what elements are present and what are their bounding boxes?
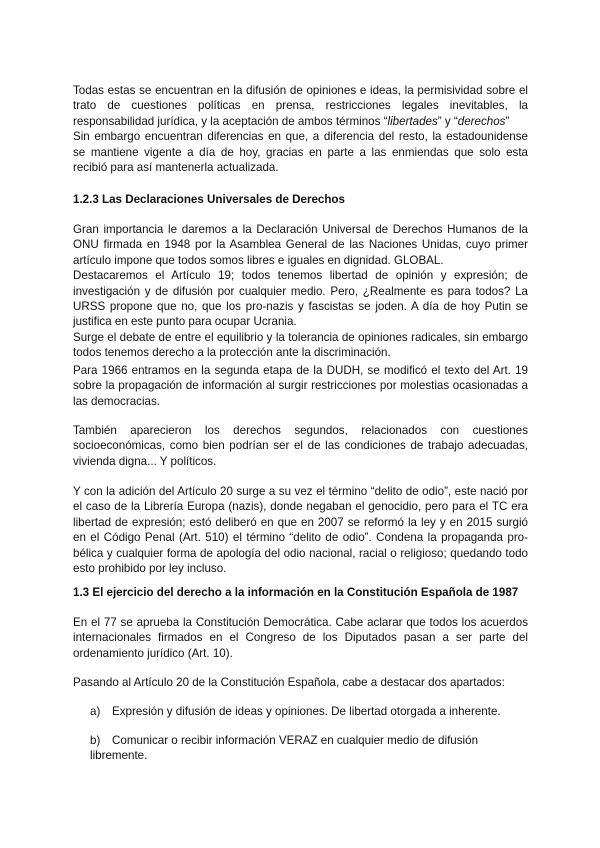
paragraph-9-wrap xyxy=(73,615,528,661)
paragraph-10: Pasando al Artículo 20 de la Constitución Española, cabe a destacar dos apartados: xyxy=(73,676,505,689)
heading-1-2-3 xyxy=(73,192,528,207)
paragraph-4: Destacaremos el Artículo 19; todos tenemos libertad de opinión y expresión; de investigación y de difusión por cualquier medio. Pero, ¿Realmente es para todos? La URSS propone que no, que los pro-nazis y fascistas se joden. A día de hoy Putin se justifica en este punto para ocupar Ucrania. xyxy=(73,269,528,329)
paragraph-9: En el 77 se aprueba la Constitución Democrática. Cabe aclarar que todos los acuerdos internacionales firmados en el Congreso de los Diputados pasan a ser parte del ordenamiento jurídico (Art. 10). xyxy=(73,616,528,660)
paragraph-5: Surge el debate de entre el equilibrio y la tolerancia de opiniones radicales, sin embargo todos tenemos derecho a la protección ante la discriminación. xyxy=(73,330,528,360)
paragraph-8: Y con la adición del Artículo 20 surge a su vez el término “delito de odio”, este nació por el caso de la Librería Europa (nazis), donde negaban el genocidio, pero para el TC era libertad de expresión; estó deliberó en que en 2007 se reformó la ley y en 2015 surgió en el Código Penal (Art. 510) el término “delito de odio”. Condena la propaganda pro-bélica y cualquier forma de apología del odio nacional, racial o religioso; quedando todo esto prohibido por ley incluso. xyxy=(73,485,528,576)
section-heading: 1.2.3 Las Declaraciones Universales de Derechos xyxy=(73,193,345,206)
list-item-text: Comunicar o recibir información VERAZ en cualquier medio de difusión libremente. xyxy=(90,734,479,762)
paragraph-8-wrap xyxy=(73,484,528,576)
paragraph-1 xyxy=(73,83,528,129)
list-item xyxy=(90,733,530,763)
paragraph-1-mid: ” y “ xyxy=(437,114,458,128)
list-item-text: Expresión y difusión de ideas y opiniones. De libertad otorgada a inherente. xyxy=(112,705,501,718)
heading-1-3 xyxy=(73,585,528,600)
paragraph-1-lead: Todas estas se encuentran en la difusión de opiniones e ideas, la permisividad sobre el trato de cuestiones políticas en prensa, restricciones legales inevitables, la responsabilidad jurídica, y la aceptación de ambos términos “ xyxy=(73,84,528,128)
list-marker: b) xyxy=(90,734,101,747)
paragraph-6: Para 1966 entramos en la segunda etapa de la DUDH, se modificó el texto del Art. 19 sobre la propagación de información al surgir restricciones por molestias ocasionadas a las democracias. xyxy=(73,364,528,408)
paragraph-3: Gran importancia le daremos a la Declaración Universal de Derechos Humanos de la ONU firmada en 1948 por la Asamblea General de las Naciones Unidas, cuyo primer artículo impone que todos somos libres e iguales en dignidad. GLOBAL. xyxy=(73,223,528,267)
term-libertades: libertades xyxy=(387,114,438,128)
list-marker: a) xyxy=(90,705,101,718)
list-item xyxy=(90,704,530,719)
paragraph-7: También aparecieron los derechos segundos, relacionados con cuestiones socioeconómicas, como bien podrían ser el de las condiciones de trabajo adecuadas, vivienda digna... Y políticos. xyxy=(73,424,528,468)
paragraph-6-wrap xyxy=(73,363,528,409)
paragraph-2: Sin embargo encuentran diferencias en que, a diferencia del resto, la estadounidense se mantiene vigente a día de hoy, gracias en parte a las enmiendas que solo esta recibió para así mantenerla actualizada. xyxy=(73,130,528,175)
section-declaraciones xyxy=(73,222,528,361)
section-heading: 1.3 El ejercicio del derecho a la información en la Constitución Española de 1987 xyxy=(73,586,519,599)
paragraph-1-end: ” xyxy=(505,114,510,128)
paragraph-intro xyxy=(73,83,528,175)
term-derechos: derechos xyxy=(457,114,506,128)
paragraph-10-wrap xyxy=(73,675,528,690)
paragraph-7-wrap xyxy=(73,423,528,469)
